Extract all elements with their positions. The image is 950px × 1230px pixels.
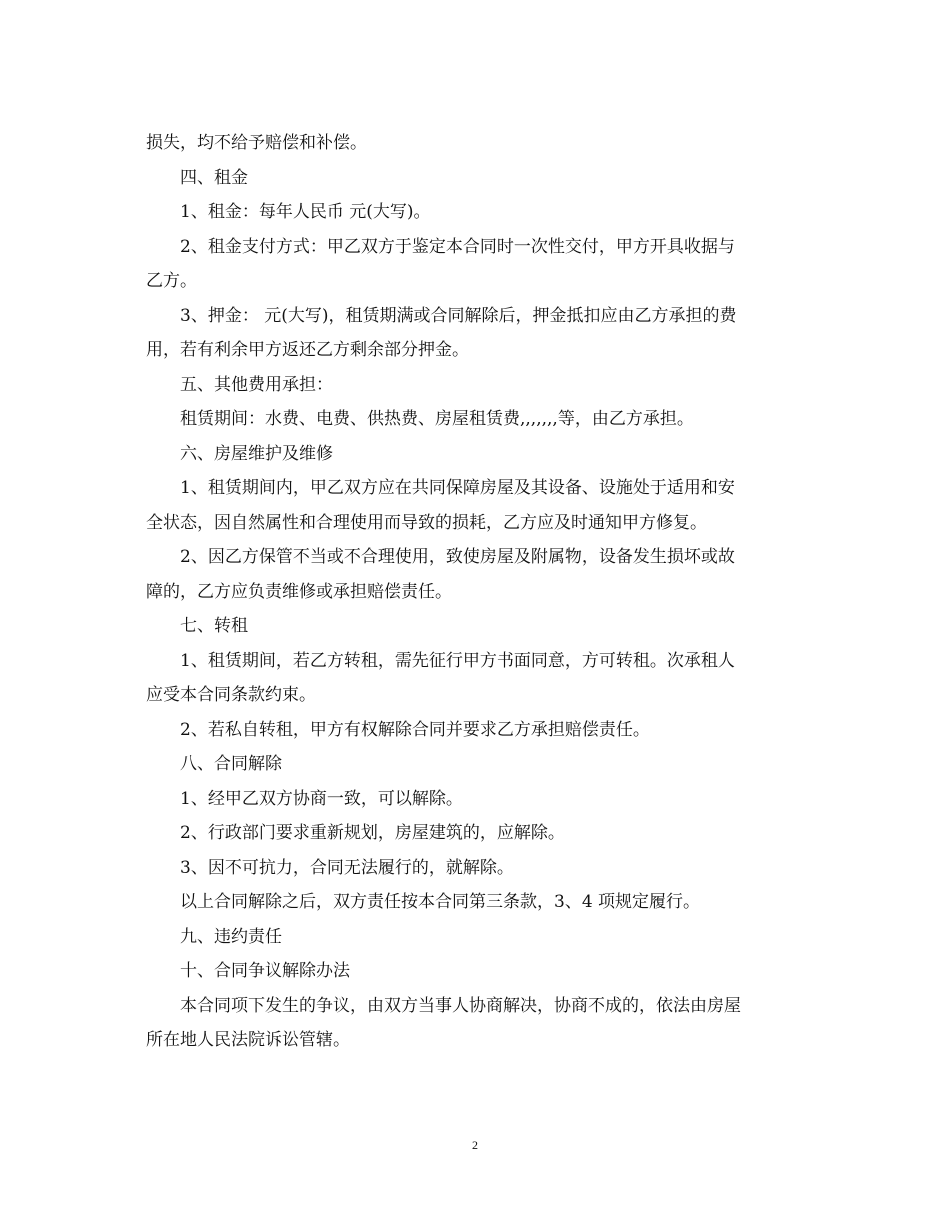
text-line: 1、租金：每年人民币 元(大写)。 [180,202,431,222]
text-line: 四、租金 [180,167,248,188]
document-body [146,126,806,1058]
text-line: 3、因不可抗力，合同无法履行的，就解除。 [180,857,514,878]
text-line: 用，若有利余甲方返还乙方剩余部分押金。 [146,340,469,360]
text-line: 八、合同解除 [180,754,282,774]
text-line: 本合同项下发生的争议，由双方当事人协商解决，协商不成的，依法由房屋 [180,995,741,1016]
text-line: 租赁期间：水费、电费、供热费、房屋租赁费,,,,,,,等，由乙方承担。 [180,409,694,429]
text-line: 2、因乙方保管不当或不合理使用，致使房屋及附属物，设备发生损坏或故 [180,547,735,567]
page-number: 2 [472,1138,478,1152]
text-line: 2、若私自转租，甲方有权解除合同并要求乙方承担赔偿责任。 [180,719,650,740]
text-line: 3、押金： 元(大写)，租赁期满或合同解除后，押金抵扣应由乙方承担的费 [180,305,737,326]
text-line: 所在地人民法院诉讼管辖。 [146,1030,350,1050]
text-line: 应受本合同条款约束。 [146,685,316,705]
text-line: 九、违约责任 [180,926,282,947]
text-line: 十、合同争议解除办法 [180,961,350,981]
text-line: 1、经甲乙双方协商一致，可以解除。 [180,788,463,809]
text-line: 乙方。 [146,271,197,291]
text-line: 2、租金支付方式：甲乙双方于鉴定本合同时一次性交付，甲方开具收据与 [180,236,735,257]
text-line: 障的，乙方应负责维修或承担赔偿责任。 [146,581,452,602]
text-line: 损失，均不给予赔偿和补偿。 [146,133,367,153]
text-line: 1、租赁期间内，甲乙双方应在共同保障房屋及其设备、设施处于适用和安 [180,478,735,498]
text-line: 以上合同解除之后，双方责任按本合同第三条款，3、4 项规定履行。 [180,892,701,912]
text-line: 七、转租 [180,616,248,636]
text-line: 1、租赁期间，若乙方转租，需先征行甲方书面同意，方可转租。次承租人 [180,650,735,671]
text-line: 五、其他费用承担： [180,374,333,395]
text-line: 全状态，因自然属性和合理使用而导致的损耗，乙方应及时通知甲方修复。 [146,512,707,533]
text-line: 六、房屋维护及维修 [180,443,333,464]
text-line: 2、行政部门要求重新规划，房屋建筑的，应解除。 [180,823,565,843]
